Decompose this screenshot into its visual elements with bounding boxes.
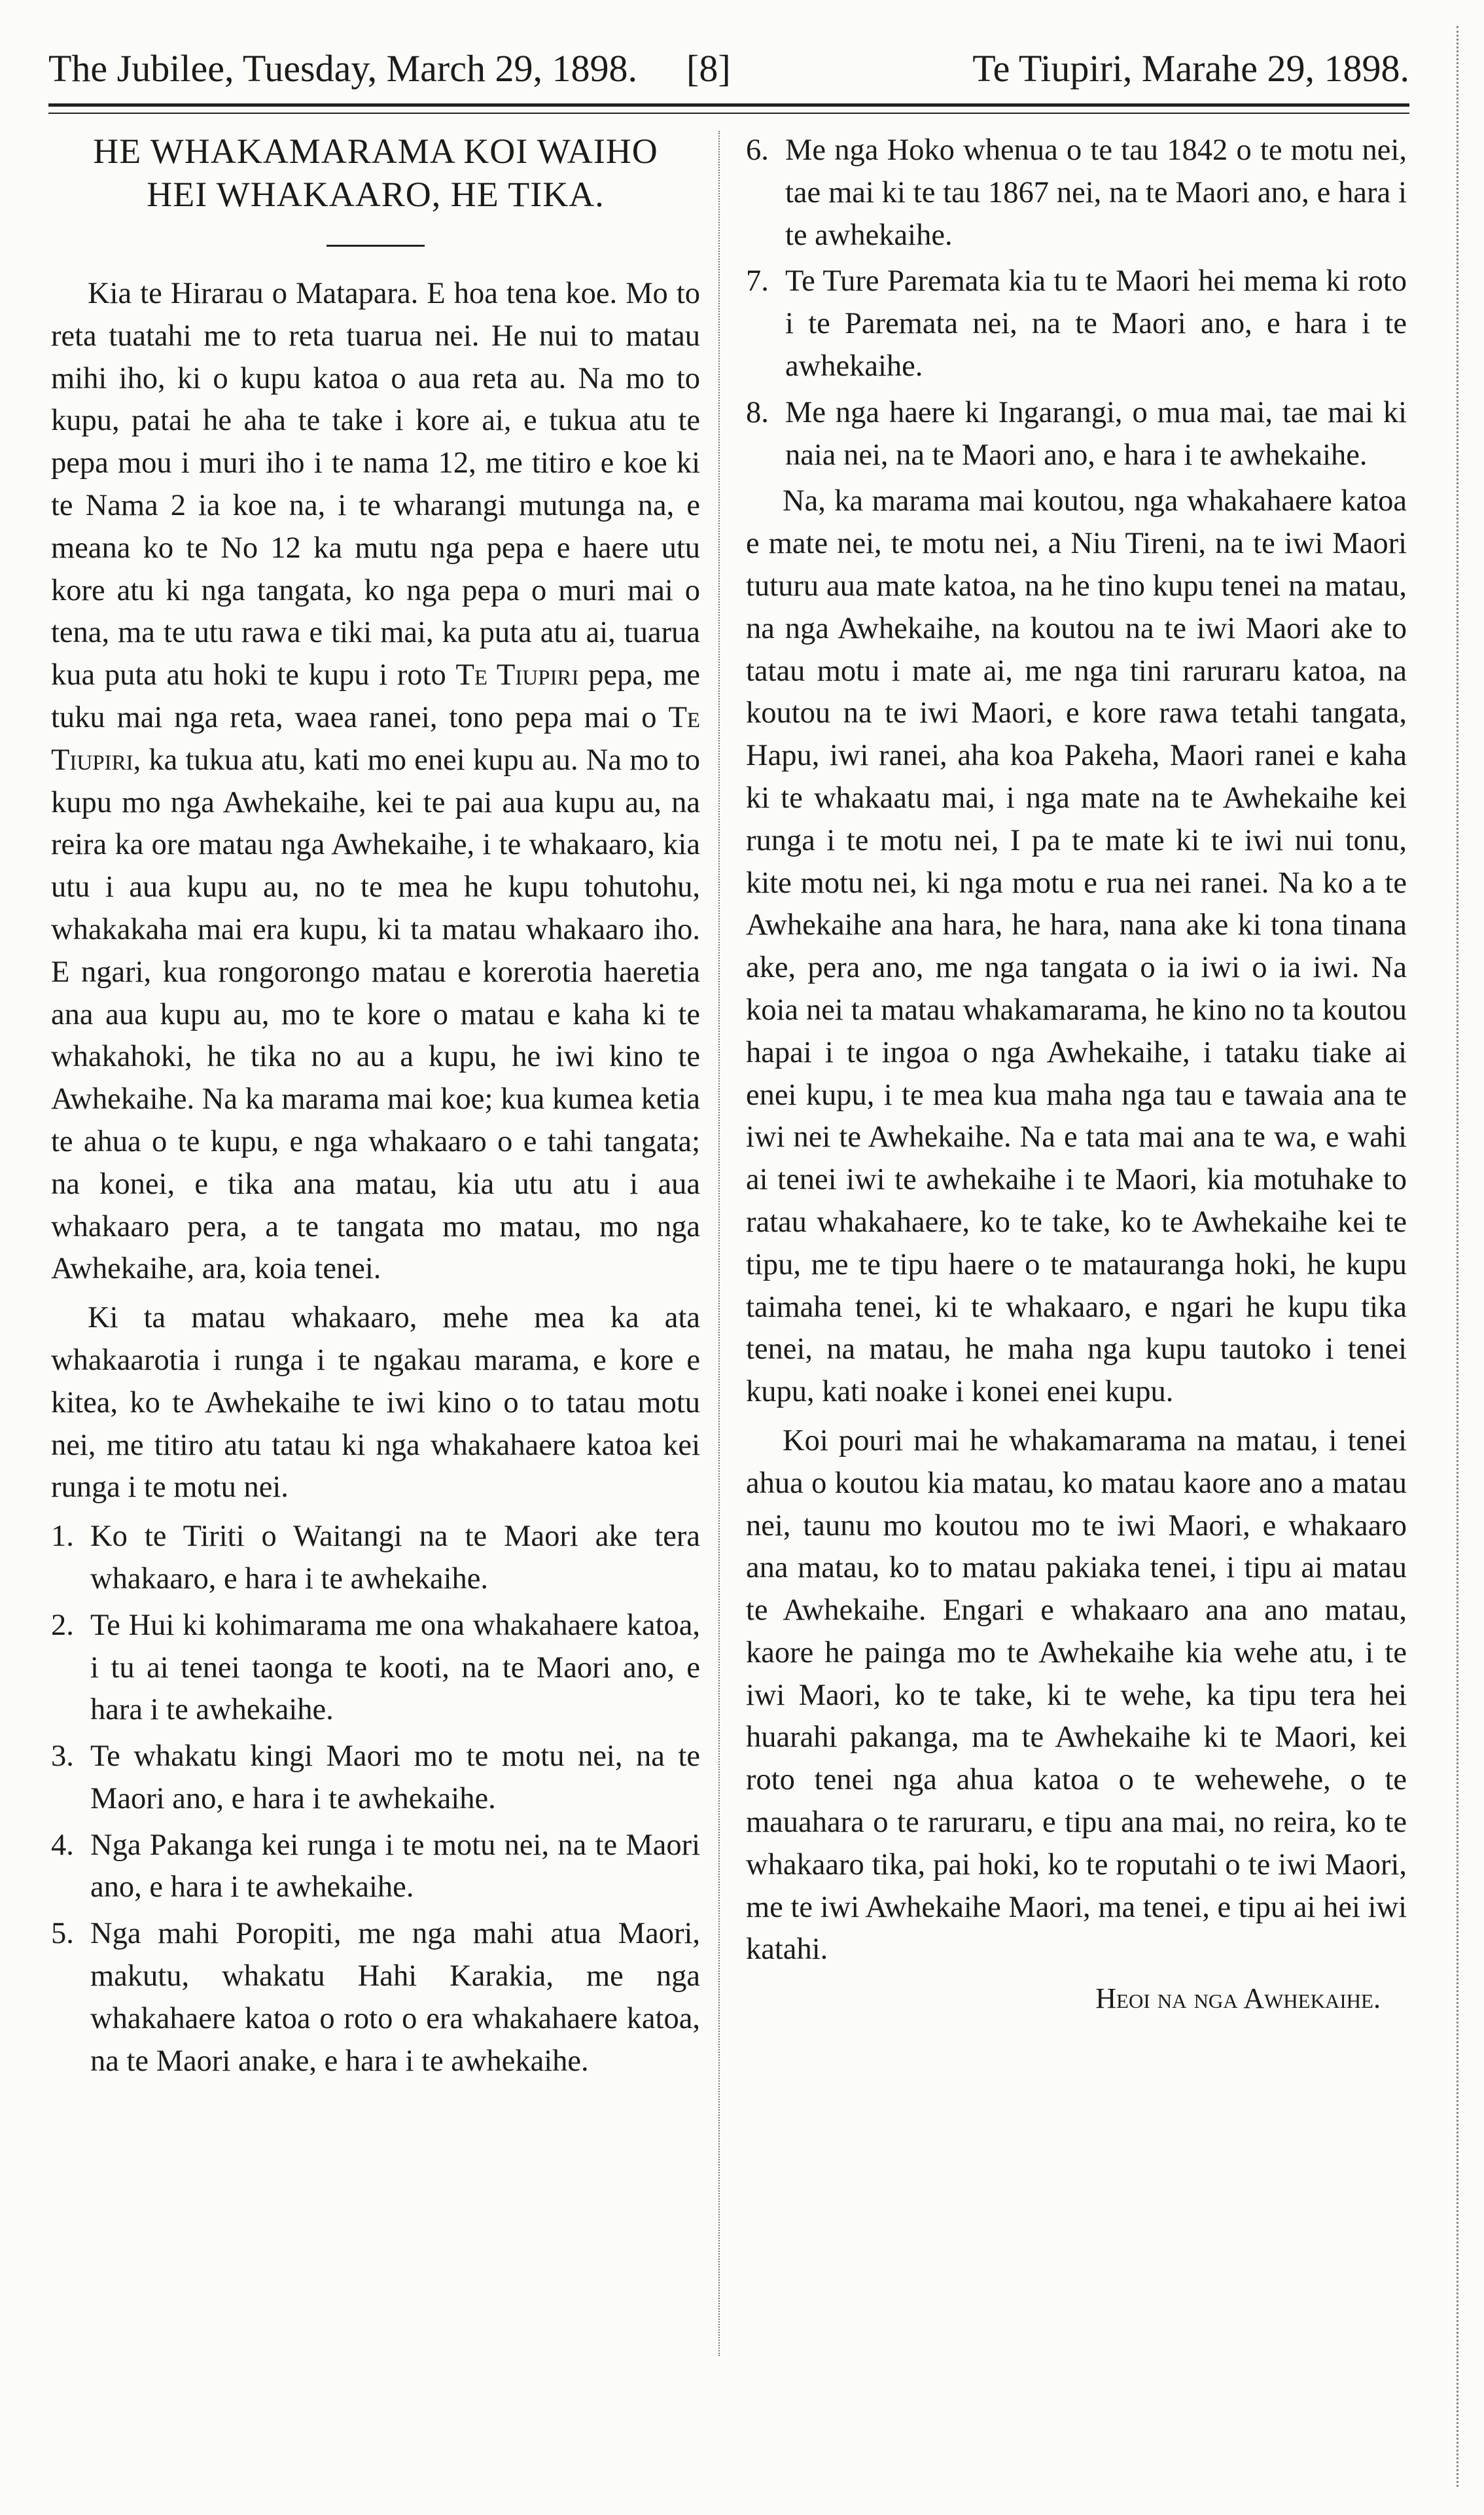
list-text: Me nga haere ki Ingarangi, o mua mai, tae mai ki naia nei, na te Maori ano, e hara i te awhekaihe.	[785, 395, 1407, 472]
right-column	[746, 130, 1407, 2027]
page-number: [8]	[686, 47, 731, 90]
title-line-2: HEI WHAKAARO, HE TIKA.	[147, 175, 605, 214]
signature: Heoi na nga Awhekaihe.	[1095, 1982, 1381, 2015]
list-item	[51, 1516, 700, 1601]
paragraph-1-part-b: pepa, me tuku mai nga reta, waea ranei, tono pepa mai o	[51, 658, 701, 734]
article-title	[51, 130, 700, 216]
list-number: 3.	[51, 1739, 74, 1774]
list-item	[51, 1736, 700, 1821]
list-number: 2.	[51, 1608, 74, 1642]
list-text: Nga mahi Poropiti, me nga mahi atua Maori, makutu, whakatu Hahi Karakia, me nga whakahaere katoa o roto o era whakahaere katoa, na te Maori anake, e hara i te awhekaihe.	[90, 1917, 700, 2078]
paragraph-1	[51, 273, 700, 1291]
list-text: Me nga Hoko whenua o te tau 1842 o te motu nei, tae mai ki te tau 1867 nei, na te Maori ano, e hara i te awhekaihe.	[785, 134, 1407, 252]
list-text: Te Hui ki kohimarama me ona whakahaere katoa, i tu ai tenei taonga te kooti, na te Maori ano, e hara i te awhekaihe.	[90, 1608, 700, 1727]
list-text: Te whakatu kingi Maori mo te motu nei, na te Maori ano, e hara i te awhekaihe.	[90, 1739, 700, 1815]
list-number: 7.	[746, 264, 769, 298]
left-column	[51, 130, 700, 2086]
list-item	[746, 392, 1407, 477]
paragraph-4: Koi pouri mai he whakamarama na matau, i tenei ahua o koutou kia matau, ko matau kaore ano a matau nei, taunu mo koutou mo te iwi Maori, e whakaaro ana matau, ko to matau pakiaka tenei, i tipu ai matau te Awhekaihe. Engari e whakaaro ana ano matau, kaore he painga mo te Awhekaihe kia wehe atu, i te iwi Maori, ko te take, ki te wehe, ka tipu tera hei huarahi pakanga, ma te Awhekaihe ki te Maori, kei roto tenei nga ahua katoa o te wehewehe, o te mauahara o te raruraru, e tipu ana mai, no reira, ko te whakaaro tika, pai hoki, ko te roputahi o te iwi Maori, me te iwi Awhekaihe Maori, ma tenei, e tipu ai hei iwi katahi.	[746, 1423, 1407, 1967]
header-maori-date: Te Tiupiri, Marahe 29, 1898.	[972, 47, 1409, 90]
header-rule-thin	[48, 113, 1409, 114]
page-edge-dots	[1457, 26, 1458, 2487]
paragraph-3: Na, ka marama mai koutou, nga whakahaere katoa e mate nei, te motu nei, a Niu Tireni, na te iwi Maori tuturu aua mate katoa, na he tino kupu tenei na matau, na nga Awhekaihe, na koutou na te iwi Maori ake to tatau motu i mate ai, me nga tini raruraru katoa, na koutou na te iwi Maori, e kore rawa tetahi tangata, Hapu, iwi ranei, aha koa Pakeha, Maori ranei e kaha ki te whakaatu mai, i nga mate na te Awhekaihe kei runga i te motu nei, I pa te mate ki te iwi nui tonu, kite motu nei, ki nga motu e rua nei ranei. Na ko a te Awhekaihe ana hara, he hara, nana ake ki tona tinana ake, pera ano, me nga tangata o ia iwi o ia iwi. Na koia nei ta matau whakamarama, he kino no ta koutou hapai i te ingoa o nga Awhekaihe, i tataku tiake ai enei kupu, i te mea kua maha nga tau e tawaia ana te iwi nei te Awhekaihe. Na e tata mai ana te wa, e wahi ai tenei iwi te awhekaihe i te Maori, kia motuhake to ratau whakahaere, ko te take, ko te Awhekaihe kei te tipu, me te tipu haere o te matauranga hoki, he kupu taimaha tenei, ki te whakaaro, e ngari he kupu tika tenei, na matau, he maha nga kupu tautoko i tenei kupu, kati noake i konei enei kupu.	[746, 484, 1407, 1409]
header-rule-thick	[48, 103, 1409, 107]
list-item	[746, 130, 1407, 257]
list-text: Te Ture Paremata kia tu te Maori hei mema ki roto i te Paremata nei, na te Maori ano, e hara i te awhekaihe.	[785, 264, 1407, 383]
list-item	[51, 1913, 700, 2082]
list-item	[746, 260, 1407, 387]
list-number: 1.	[51, 1520, 74, 1554]
list-number: 4.	[51, 1828, 74, 1862]
list-item	[51, 1825, 700, 1910]
list-item	[51, 1605, 700, 1732]
list-number: 8.	[746, 395, 769, 429]
column-divider	[718, 131, 720, 2356]
list-text: Ko te Tiriti o Waitangi na te Maori ake tera whakaaro, e hara i te awhekaihe.	[90, 1520, 700, 1596]
paragraph-2: Ki ta matau whakaaro, mehe mea ka ata whakaarotia i runga i te ngakau marama, e kore e kitea, ko te Awhekaihe te iwi kino o to tatau motu nei, me titiro atu tatau ki nga whakahaere katoa kei runga i te motu nei.	[51, 1301, 700, 1505]
paragraph-1-part-c: , ka tukua atu, kati mo enei kupu au. Na mo to kupu mo nga Awhekaihe, kei te pai aua kupu au, na reira ka ore matau nga Awhekaihe, i te whakaaro, kia utu i aua kupu au, no te mea he kupu tohutohu, whakakaha mai era kupu, ki ta matau whakaaro iho. E ngari, kua rongorongo matau e korerotia haeretia ana aua kupu au, mo te kore o matau e kaha ki te whakahoki, he tika no au a kupu, he iwi kino te Awhekaihe. Na ka marama mai koe; kua kumea ketia te ahua o te kupu, e nga whakaaro o e tahi tangata; na konei, e tika ana matau, kia utu atu i aua whakaaro pera, a te tangata mo matau, mo nga Awhekaihe, ara, koia tenei.	[51, 743, 700, 1286]
title-divider	[327, 245, 425, 247]
newspaper-name-1: Te Tiupiri	[455, 658, 579, 692]
page-header	[48, 39, 1409, 98]
newspaper-name-2: Te Tiupiri	[51, 700, 701, 777]
list-number: 5.	[51, 1917, 74, 1951]
header-english-date: The Jubilee, Tuesday, March 29, 1898.	[48, 47, 637, 90]
title-line-1: HE WHAKAMARAMA KOI WAIHO	[93, 132, 658, 171]
list-text: Nga Pakanga kei runga i te motu nei, na te Maori ano, e hara i te awhekaihe.	[90, 1828, 700, 1904]
list-number: 6.	[746, 134, 769, 167]
paragraph-1-part-a: Kia te Hirarau o Matapara. E hoa tena koe. Mo to reta tuatahi me to reta tuarua nei. He nui to matau mihi iho, ki o kupu katoa o aua reta au. Na mo to kupu, patai he aha te take i kore ai, e tukua atu te pepa mou i muri iho i te nama 12, me titiro e koe ki te Nama 2 ia koe na, i te wharangi mutunga na, e meana ko te No 12 ka mutu nga pepa e haere utu kore atu ki nga tangata, ko nga pepa o muri mai o tena, ma te utu rawa e tiki mai, ka puta atu ai, tuarua kua puta atu hoki te kupu i roto	[51, 277, 700, 692]
